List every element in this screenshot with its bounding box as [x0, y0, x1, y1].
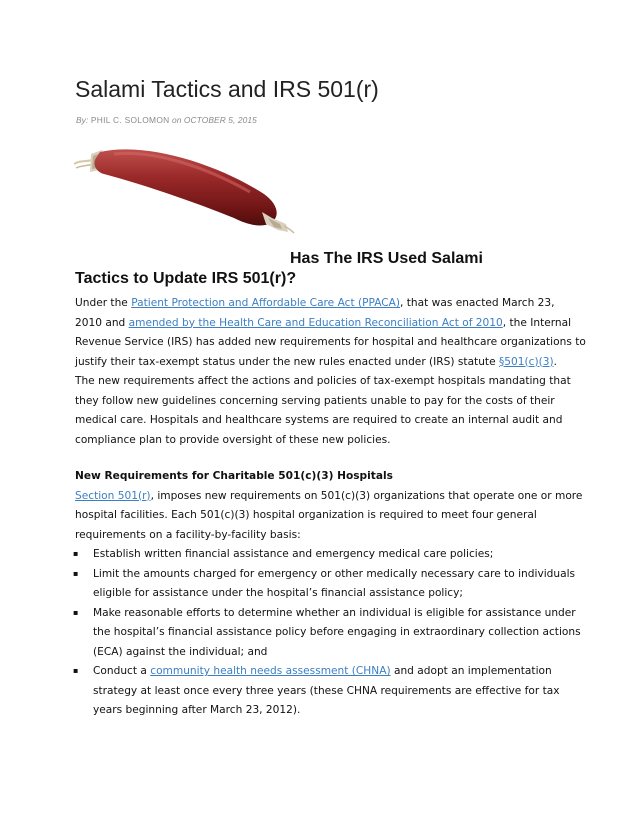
reconciliation-act-link[interactable]: amended by the Health Care and Education Reconciliation Act of 2010: [128, 316, 503, 329]
text-span: , imposes new requirements on 501(c)(3) organizations that operate one or more: [150, 489, 583, 502]
text-span: 2010 and: [75, 316, 129, 329]
paragraph-line: [75, 490, 582, 502]
article-title: Salami Tactics and IRS 501(r): [75, 76, 379, 102]
paragraph-line: [75, 297, 555, 309]
list-item-continued: strategy at least once every three years (these CHNA requirements are effective for tax: [93, 684, 560, 697]
paragraph-line: medical care. Hospitals and healthcare systems are required to create an internal audit and: [75, 414, 563, 426]
list-item: Establish written financial assistance and emergency medical care policies;: [93, 548, 494, 560]
text-span: and adopt an implementation: [390, 665, 552, 677]
bullet-icon: ▪: [73, 549, 79, 558]
paragraph-line: Revenue Service (IRS) has added new requirements for hospital and healthcare organizations to: [75, 336, 586, 348]
statute-501c3-link[interactable]: §501(c)(3): [498, 355, 554, 368]
byline-on: on: [171, 115, 182, 125]
text-span: justify their tax-exempt status under the new rules enacted under (IRS) statute: [75, 355, 499, 368]
paragraph-line: hospital facilities. Each 501(c)(3) hospital organization is required to meet four general: [75, 509, 537, 521]
paragraph-line: compliance plan to provide oversight of these new policies.: [75, 433, 391, 446]
text-span: Conduct a: [93, 665, 151, 677]
paragraph-line: [75, 317, 571, 329]
text-span: , that was enacted March 23,: [400, 297, 555, 309]
author-name[interactable]: PHIL C. SOLOMON: [90, 115, 170, 125]
paragraph-line: [75, 356, 557, 368]
paragraph-line: requirements on a facility-by-facility basis:: [75, 528, 301, 541]
list-item: Make reasonable efforts to determine whether an individual is eligible for assistance under: [93, 606, 576, 619]
text-span: .: [553, 355, 557, 368]
list-item-continued: eligible for assistance under the hospital’s financial assistance policy;: [93, 587, 463, 599]
bullet-icon: ▪: [73, 568, 79, 578]
bullet-icon: ▪: [73, 666, 79, 675]
bullet-icon: ▪: [73, 607, 79, 617]
section-501r-link[interactable]: Section 501(r): [75, 489, 151, 502]
list-item-continued: years beginning after March 23, 2012).: [93, 704, 301, 716]
ppaca-link[interactable]: Patient Protection and Affordable Care Act (PPACA): [131, 297, 401, 309]
byline-prefix: By:: [76, 115, 89, 125]
paragraph-line: they follow new guidelines concerning serving patients unable to pay for the costs of their: [75, 394, 555, 407]
list-item: [93, 665, 552, 677]
list-item-continued: (ECA) against the individual; and: [93, 645, 268, 658]
chna-link[interactable]: community health needs assessment (CHNA): [150, 665, 391, 677]
section-subheading: New Requirements for Charitable 501(c)(3) Hospitals: [75, 470, 393, 482]
list-item: Limit the amounts charged for emergency or other medically necessary care to individuals: [93, 567, 576, 580]
paragraph-line: The new requirements affect the actions and policies of tax-exempt hospitals mandating that: [75, 375, 571, 387]
heading-line-2: Tactics to Update IRS 501(r)?: [75, 270, 297, 287]
salami-image: [74, 138, 296, 234]
byline: [76, 115, 257, 125]
text-span: , the Internal: [502, 316, 572, 329]
heading-line-1: Has The IRS Used Salami: [290, 250, 483, 267]
list-item-continued: the hospital’s financial assistance policy before engaging in extraordinary collection actions: [93, 626, 581, 638]
text-span: Under the: [75, 297, 132, 309]
publish-date: OCTOBER 5, 2015: [183, 115, 257, 125]
